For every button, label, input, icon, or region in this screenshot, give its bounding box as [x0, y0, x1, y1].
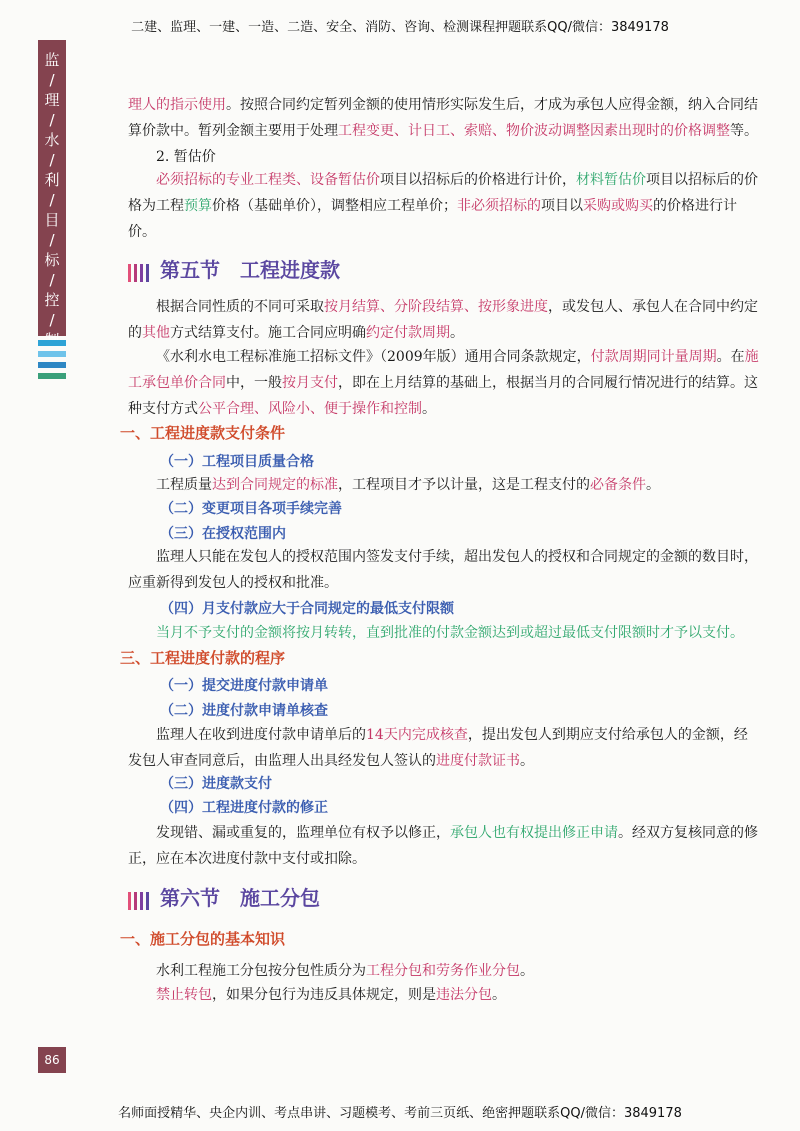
- stripe: [38, 373, 66, 379]
- sidebar-separator: /: [49, 231, 55, 249]
- paragraph: 禁止转包，如果分包行为违反具体规定，则是违法分包。: [156, 987, 506, 1003]
- sidebar-tab: [38, 40, 66, 336]
- section-heading-6: 第六节 施工分包: [128, 882, 320, 912]
- stripe: [38, 351, 66, 357]
- subheading-change-procedures: （二）变更项目各项手续完善: [160, 501, 342, 517]
- paragraph: 监理人只能在发包人的授权范围内签发支付手续，超出发包人的授权和合同规定的金额的数目时，应重新得到发包人的授权和批准。: [128, 549, 758, 591]
- section-heading-5: 第五节 工程进度款: [128, 254, 340, 284]
- bottom-banner: 名师面授精华、央企内训、考点串讲、习题模考、考前三页纸、绝密押题联系QQ/微信：3849178: [118, 1106, 682, 1121]
- sidebar-separator: /: [49, 311, 55, 329]
- section-bars-icon: [128, 260, 152, 284]
- subheading-authorization: （三）在授权范围内: [160, 526, 286, 542]
- paragraph: 理人的指示使用。按照合同约定暂列金额的使用情形实际发生后，才成为承包人应得金额，纳入合同结算价款中。暂列金额主要用于处理工程变更、计日工、索赔、物价波动调整因素出现时的价格调整等。: [128, 97, 758, 139]
- subheading-correction: （四）工程进度付款的修正: [160, 800, 328, 816]
- sidebar-char: 水: [44, 131, 60, 149]
- paragraph: 水利工程施工分包按分包性质分为工程分包和劳务作业分包。: [156, 963, 534, 979]
- subheading-quality: （一）工程项目质量合格: [160, 454, 314, 470]
- sidebar-stripes: [38, 340, 66, 384]
- paragraph: 发现错、漏或重复的，监理单位有权予以修正，承包人也有权提出修正申请。经双方复核同意的修正，应在本次进度付款中支付或扣除。: [128, 825, 758, 867]
- sidebar-separator: /: [49, 71, 55, 89]
- sidebar-separator: /: [49, 191, 55, 209]
- paragraph: 必须招标的专业工程类、设备暂估价项目以招标后的价格进行计价，材料暂估价项目以招标后的价格为工程预算价格（基础单价），调整相应工程单价；非必须招标的项目以采购或购买的价格进行计价。: [128, 172, 758, 240]
- paragraph: 《水利水电工程标准施工招标文件》（2009年版）通用合同条款规定，付款周期同计量周期。在施工承包单价合同中，一般按月支付，即在上月结算的基础上，根据当月的合同履行情况进行的结算。这种支付方式公平合理、风险小、便于操作和控制。: [128, 349, 759, 417]
- sidebar-char: 监: [44, 51, 60, 69]
- paragraph: 根据合同性质的不同可采取按月结算、分阶段结算、按形象进度，或发包人、承包人在合同中约定的其他方式结算支付。施工合同应明确约定付款周期。: [128, 299, 758, 341]
- sidebar-char: 理: [44, 91, 60, 109]
- stripe: [38, 362, 66, 368]
- subheading-minimum-limit: （四）月支付款应大于合同规定的最低支付限额: [160, 601, 454, 617]
- heading-subcontract-basics: 一、施工分包的基本知识: [120, 930, 286, 948]
- paragraph: 监理人在收到进度付款申请单后的14天内完成核查，提出发包人到期应支付给承包人的金额，经发包人审查同意后，由监理人出具经发包人签认的进度付款证书。: [128, 727, 748, 769]
- sidebar-title: [38, 50, 66, 350]
- sidebar-char: 目: [44, 211, 60, 229]
- heading-payment-procedure: 三、工程进度付款的程序: [120, 649, 286, 667]
- paragraph: 工程质量达到合同规定的标准，工程项目才予以计量，这是工程支付的必备条件。: [156, 477, 660, 493]
- heading-payment-conditions: 一、工程进度款支付条件: [120, 424, 286, 442]
- top-banner: 二建、监理、一建、一造、二造、安全、消防、咨询、检测课程押题联系QQ/微信：3849178: [131, 20, 669, 35]
- sidebar-char: 利: [44, 171, 60, 189]
- sidebar-separator: /: [49, 111, 55, 129]
- sidebar-char: 标: [44, 251, 60, 269]
- sidebar-char: 控: [44, 291, 60, 309]
- section-bars-icon: [128, 888, 152, 912]
- sidebar-separator: /: [49, 151, 55, 169]
- subheading-submit-application: （一）提交进度付款申请单: [160, 678, 328, 694]
- sidebar-separator: /: [49, 271, 55, 289]
- page-number: 86: [38, 1047, 66, 1073]
- subheading-provisional-price: 2. 暂估价: [156, 149, 216, 165]
- subheading-payment: （三）进度款支付: [160, 776, 272, 792]
- subheading-review-application: （二）进度付款申请单核查: [160, 703, 328, 719]
- paragraph: 当月不予支付的金额将按月转转，直到批准的付款金额达到或超过最低支付限额时才予以支付。: [156, 625, 744, 641]
- stripe: [38, 340, 66, 346]
